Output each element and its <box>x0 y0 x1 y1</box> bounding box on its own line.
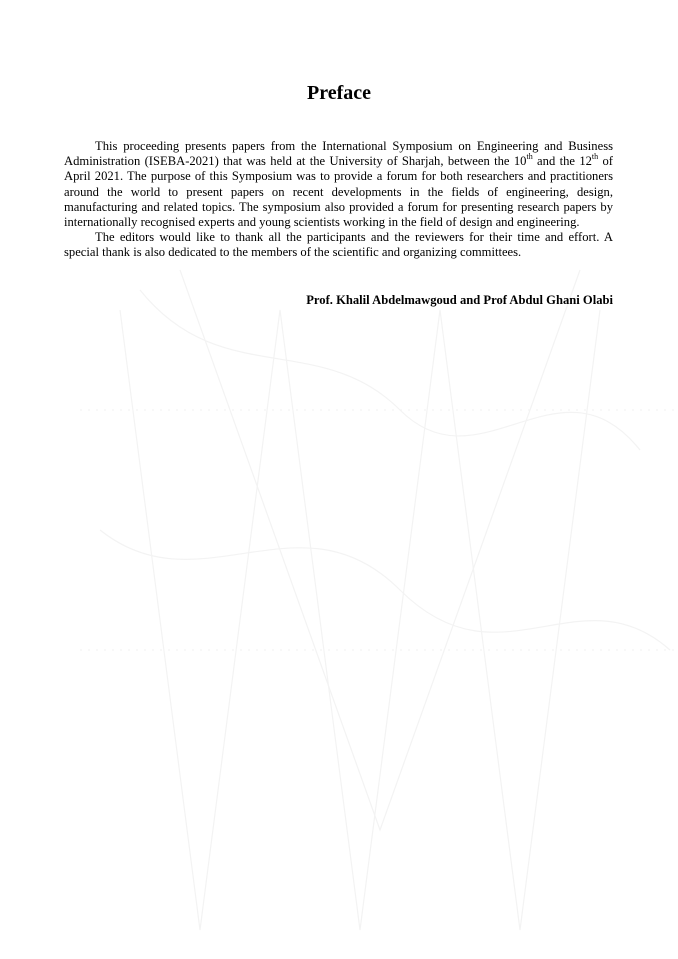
preface-body <box>64 139 613 261</box>
background-watermark <box>80 230 678 959</box>
paragraph-1-part-1: This proceeding presents papers from the International Symposium on Engineering and Business Administration (ISEBA-2021) that was held at the University of Sharjah, between the 10 <box>64 139 613 169</box>
paragraph-1 <box>64 139 613 230</box>
watermark-curve-2 <box>100 530 670 650</box>
page-title: Preface <box>306 82 372 104</box>
watermark-chevron <box>180 270 580 830</box>
paragraph-1-part-3: of April 2021. The purpose of this Symposium was to provide a forum for both researchers and practitioners around the world to present papers on recent developments in the fields of engineering, design, manufacturing and related topics. The symposium also provided a forum for presenting research papers by internationally recognised experts and young scientists working in the field of design and engineering. <box>64 154 613 230</box>
ordinal-suffix-2: th <box>591 152 599 162</box>
ordinal-suffix-1: th <box>526 152 533 162</box>
paragraph-2: The editors would like to thank all the participants and the reviewers for their time and effort. A special thank is also dedicated to the members of the scientific and organizing committees. <box>64 230 613 260</box>
paragraph-1-part-2: and the 12 <box>532 154 592 169</box>
watermark-curve-1 <box>140 290 640 450</box>
watermark-zigzag <box>120 310 600 930</box>
watermark-dotted-lines <box>80 410 678 650</box>
signature: Prof. Khalil Abdelmawgoud and Prof Abdul Ghani Olabi <box>306 293 613 307</box>
